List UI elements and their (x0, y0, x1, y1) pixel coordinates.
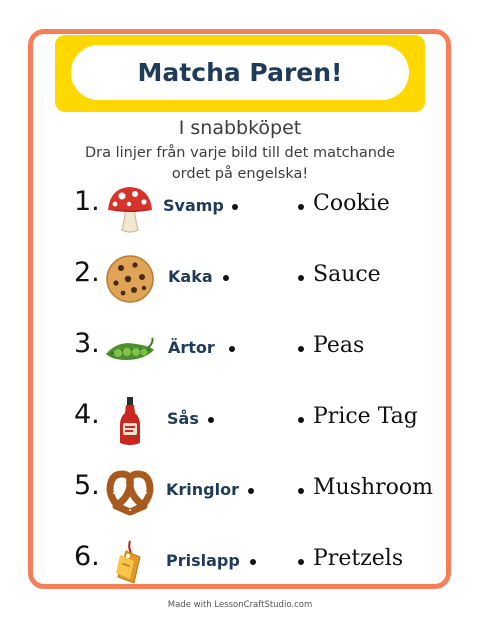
row-number: 1. (74, 186, 100, 217)
match-row-4 (0, 391, 480, 451)
pretzel-icon (104, 466, 156, 518)
right-connector-dot[interactable] (298, 488, 304, 494)
match-row-5 (0, 462, 480, 522)
right-connector-dot[interactable] (298, 204, 304, 210)
match-row-2 (0, 249, 480, 309)
title-pill (71, 45, 409, 100)
swedish-word: Svamp (163, 196, 224, 215)
right-connector-dot[interactable] (298, 275, 304, 281)
left-connector-dot[interactable] (208, 417, 214, 423)
match-row-3 (0, 320, 480, 380)
english-word: Pretzels (313, 546, 404, 571)
swedish-word: Prislapp (166, 551, 240, 570)
right-connector-dot[interactable] (298, 417, 304, 423)
row-number: 4. (74, 399, 100, 430)
english-word: Price Tag (313, 404, 418, 429)
left-connector-dot[interactable] (250, 559, 256, 565)
row-number: 5. (74, 470, 100, 501)
footer-credit: Made with LessonCraftStudio.com (167, 600, 313, 610)
instructions-line-2: ordet på engelska! (171, 166, 309, 182)
sauce-bottle-icon (104, 395, 156, 447)
swedish-word: Ärtor (168, 338, 215, 357)
right-connector-dot[interactable] (298, 346, 304, 352)
mushroom-icon (104, 182, 156, 234)
instructions-line-1: Dra linjer från varje bild till det matchande (84, 145, 396, 161)
english-word: Cookie (313, 191, 390, 216)
row-number: 6. (74, 541, 100, 572)
row-number: 2. (74, 257, 100, 288)
left-connector-dot[interactable] (229, 346, 235, 352)
english-word: Peas (313, 333, 365, 358)
swedish-word: Kringlor (166, 480, 239, 499)
cookie-icon (104, 253, 156, 305)
left-connector-dot[interactable] (223, 275, 229, 281)
right-connector-dot[interactable] (298, 559, 304, 565)
subtitle: I snabbköpet (178, 117, 302, 139)
english-word: Sauce (313, 262, 381, 287)
price-tag-icon (104, 537, 156, 589)
english-word: Mushroom (313, 475, 434, 500)
swedish-word: Sås (167, 409, 199, 428)
swedish-word: Kaka (168, 267, 213, 286)
page-title: Matcha Paren! (137, 58, 343, 87)
left-connector-dot[interactable] (232, 204, 238, 210)
row-number: 3. (74, 328, 100, 359)
match-row-6 (0, 533, 480, 593)
match-row-1 (0, 178, 480, 238)
peas-icon (104, 324, 156, 376)
left-connector-dot[interactable] (248, 488, 254, 494)
